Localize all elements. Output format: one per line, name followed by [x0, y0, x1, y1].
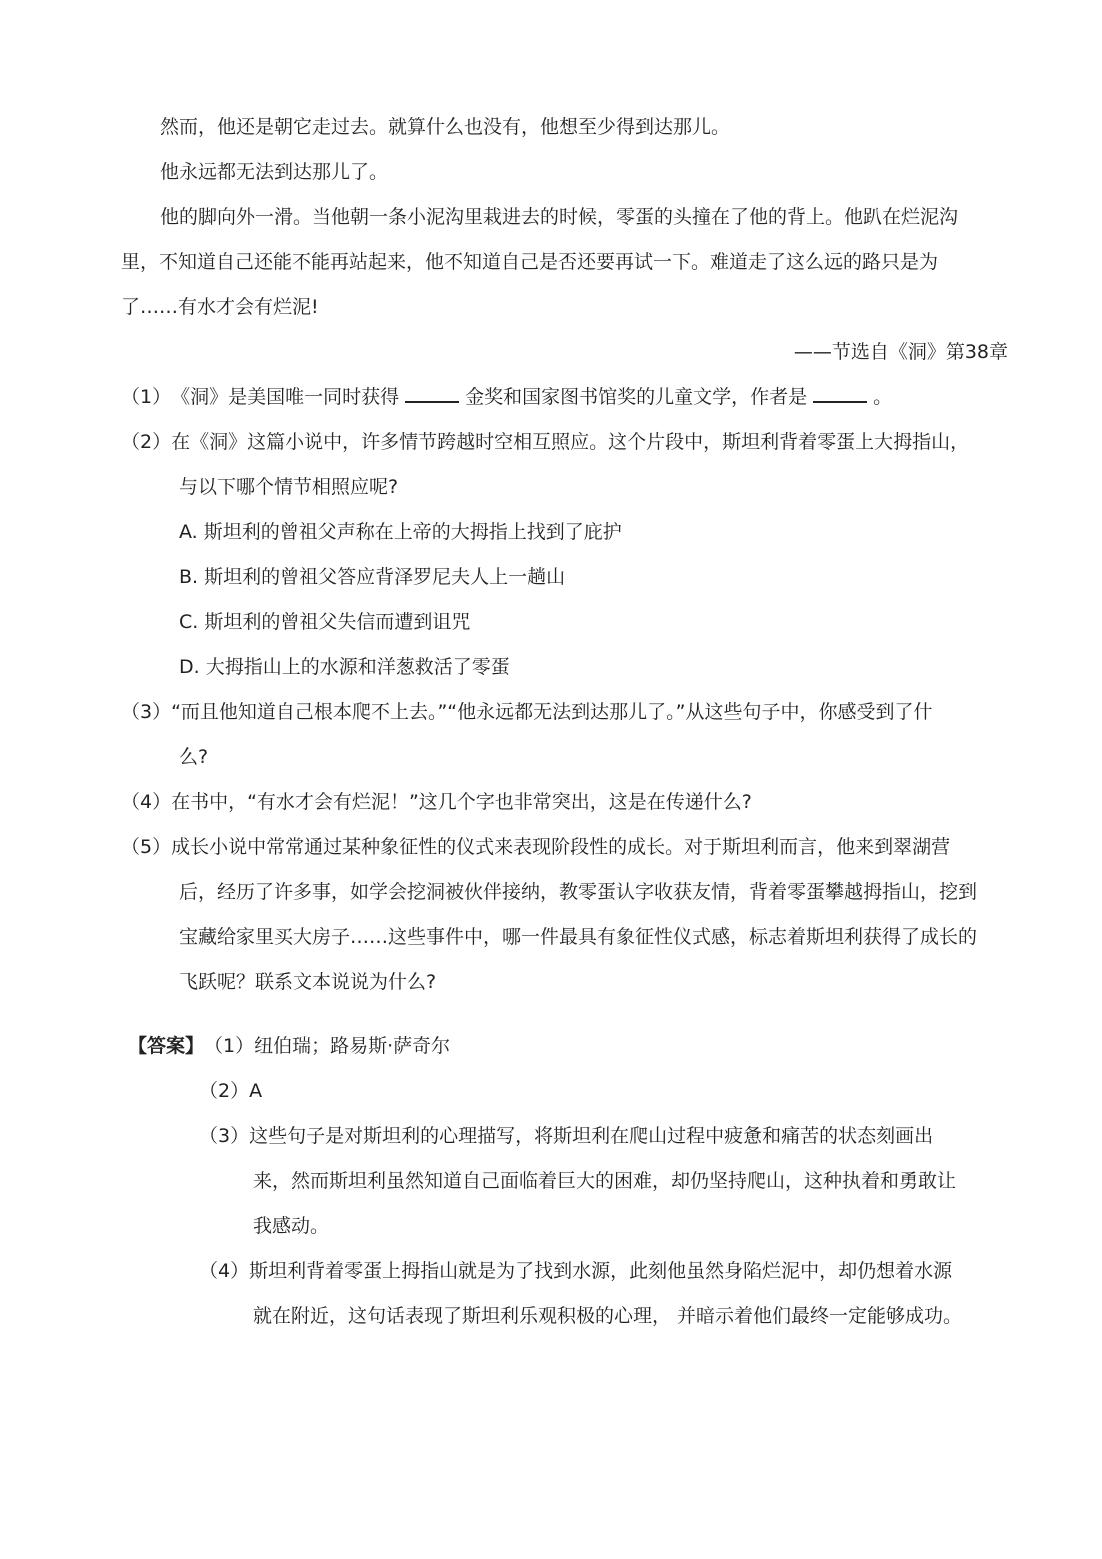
question-3-line-2: 么?: [179, 746, 209, 768]
answer-3-line-3: 我感动。: [253, 1215, 330, 1237]
answer-number: （1）: [204, 1035, 255, 1057]
question-text: 金奖和国家图书馆奖的儿童文学，作者是: [465, 386, 808, 408]
question-1: [121, 382, 892, 412]
question-2: [121, 427, 969, 457]
answer-number: （3）: [199, 1125, 250, 1147]
answer-1: [128, 1031, 450, 1061]
answer-2: [199, 1076, 262, 1106]
passage-paragraph-3-line-1: 他的脚向外一滑。当他朝一条小泥沟里栽进去的时候，零蛋的头撞在了他的背上。他趴在烂泥沟: [160, 206, 959, 228]
answer-3: [199, 1121, 933, 1151]
answer-text: 这些句子是对斯坦利的心理描写，将斯坦利在爬山过程中疲惫和痛苦的状态刻画出: [249, 1125, 934, 1147]
question-5-line-4: 飞跃呢？联系文本说说为什么?: [179, 971, 437, 993]
answer-number: （4）: [199, 1260, 250, 1282]
passage-source: ——节选自《洞》第38章: [793, 341, 1008, 363]
question-text: 《洞》是美国唯一同时获得: [171, 386, 400, 408]
question-5: [121, 832, 950, 862]
question-text: 在《洞》这篇小说中，许多情节跨越时空相互照应。这个片段中，斯坦利背着零蛋上大拇指山，: [171, 431, 970, 453]
answer-4-line-2: 就在附近，这句话表现了斯坦利乐观积极的心理， 并暗示着他们最终一定能够成功。: [253, 1305, 963, 1327]
option-a: A. 斯坦利的曾祖父声称在上帝的大拇指上找到了庇护: [179, 521, 622, 543]
answer-label: 【答案】: [128, 1035, 205, 1057]
answer-text: A: [249, 1080, 263, 1102]
answer-blank[interactable]: [405, 383, 459, 403]
question-text: 。: [873, 386, 893, 408]
question-5-line-3: 宝藏给家里买大房子……这些事件中，哪一件最具有象征性仪式感，标志着斯坦利获得了成长的: [179, 926, 978, 948]
question-number: （5）: [121, 836, 172, 858]
question-2-line-2: 与以下哪个情节相照应呢?: [179, 476, 399, 498]
option-d: D. 大拇指山上的水源和洋葱救活了零蛋: [179, 656, 510, 678]
question-number: （3）: [121, 701, 172, 723]
answer-3-line-2: 来，然而斯坦利虽然知道自己面临着巨大的困难，却仍坚持爬山，这种执着和勇敢让: [253, 1170, 957, 1192]
question-5-line-2: 后，经历了许多事，如学会挖洞被伙伴接纳，教零蛋认字收获友情，背着零蛋攀越拇指山，挖到: [179, 881, 978, 903]
passage-paragraph-3-line-3: 了……有水才会有烂泥!: [121, 296, 319, 318]
answer-number: （2）: [199, 1080, 250, 1102]
question-4: [121, 787, 752, 817]
answer-blank[interactable]: [813, 383, 867, 403]
question-text: 成长小说中常常通过某种象征性的仪式来表现阶段性的成长。对于斯坦利而言，他来到翠湖营: [171, 836, 951, 858]
question-text: 在书中，“有水才会有烂泥！”这几个字也非常突出，这是在传递什么?: [171, 791, 752, 813]
answer-text: 纽伯瑞；路易斯·萨奇尔: [254, 1035, 451, 1057]
answer-text: 斯坦利背着零蛋上拇指山就是为了找到水源，此刻他虽然身陷烂泥中，却仍想着水源: [249, 1260, 953, 1282]
option-b: B. 斯坦利的曾祖父答应背泽罗尼夫人上一趟山: [179, 566, 566, 588]
question-text: “而且他知道自己根本爬不上去。”“他永远都无法到达那儿了。”从这些句子中，你感受到了什: [171, 701, 933, 723]
question-3: [121, 697, 932, 727]
passage-paragraph-2: 他永远都无法到达那儿了。: [160, 161, 389, 183]
option-c: C. 斯坦利的曾祖父失信而遭到诅咒: [179, 611, 471, 633]
question-number: （1）: [121, 386, 172, 408]
answer-4: [199, 1256, 952, 1286]
question-number: （4）: [121, 791, 172, 813]
passage-paragraph-3-line-2: 里，不知道自己还能不能再站起来，他不知道自己是否还要再试一下。难道走了这么远的路只是为: [121, 251, 939, 273]
question-number: （2）: [121, 431, 172, 453]
passage-paragraph-1: 然而，他还是朝它走过去。就算什么也没有，他想至少得到达那儿。: [160, 116, 731, 138]
